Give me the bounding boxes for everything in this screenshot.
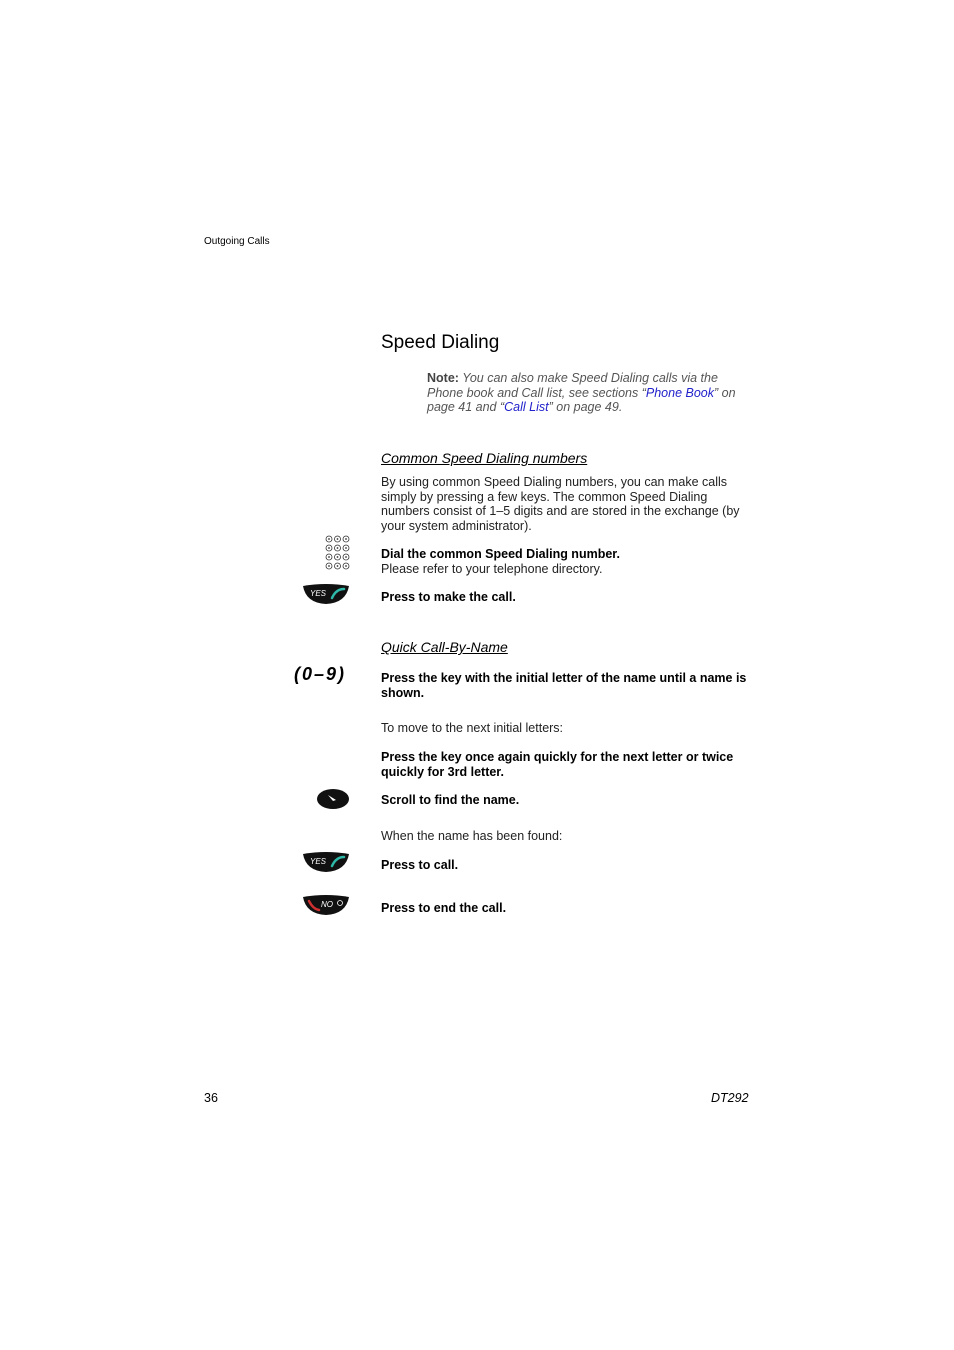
keypad-icon: [325, 535, 351, 571]
model-name: DT292: [711, 1091, 749, 1105]
no-label: NO: [321, 900, 333, 909]
make-call-instruction: Press to make the call.: [381, 590, 516, 604]
end-call-instruction: Press to end the call.: [381, 901, 507, 915]
note-text-3: ” on page 49.: [548, 400, 623, 414]
scroll-instruction: Scroll to find the name.: [381, 793, 520, 807]
yes-call-key-icon: [302, 851, 350, 873]
note-text-1: You can also make Speed Dialing calls via the Phone book and Call list, see sections “: [427, 371, 718, 400]
name-found-text: When the name has been found:: [381, 829, 563, 843]
common-intro-text: By using common Speed Dialing numbers, you can make calls simply by pressing a few keys. The common Speed Dialing numbers consist of 1–5 digits and are stored in the exchange (by your system administrator).: [381, 475, 740, 533]
phone-book-link[interactable]: Phone Book: [645, 385, 714, 400]
next-letter-instruction: Press the key once again quickly for the next letter or twice quickly for 3rd letter.: [381, 750, 734, 779]
note-label: Note:: [427, 371, 459, 385]
note-box: [427, 371, 757, 415]
note-text-2: ” on page 41 and “: [427, 385, 736, 414]
call-list-link[interactable]: Call List: [504, 400, 549, 414]
no-end-call-key-icon: [302, 894, 350, 916]
common-speed-dialing-heading: Common Speed Dialing numbers: [381, 450, 588, 466]
page-title: Speed Dialing: [381, 332, 500, 353]
press-to-call-instruction: Press to call.: [381, 858, 459, 872]
press-initial-letter-instruction: Press the key with the initial letter of the name until a name is shown.: [381, 671, 747, 700]
yes-label: YES: [310, 857, 327, 866]
quick-call-heading: Quick Call-By-Name: [381, 639, 508, 655]
yes-call-key-icon: [302, 583, 350, 605]
next-letters-text: To move to the next initial letters:: [381, 721, 564, 735]
scroll-key-icon: [316, 788, 350, 810]
yes-label: YES: [310, 589, 327, 598]
key-range-label: (0–9): [294, 664, 347, 684]
page-number: 36: [204, 1091, 218, 1105]
dial-speed-number-instruction: Dial the common Speed Dialing number.: [381, 547, 620, 561]
section-label: Outgoing Calls: [204, 236, 270, 247]
dial-speed-number-subtext: Please refer to your telephone directory.: [381, 562, 603, 576]
